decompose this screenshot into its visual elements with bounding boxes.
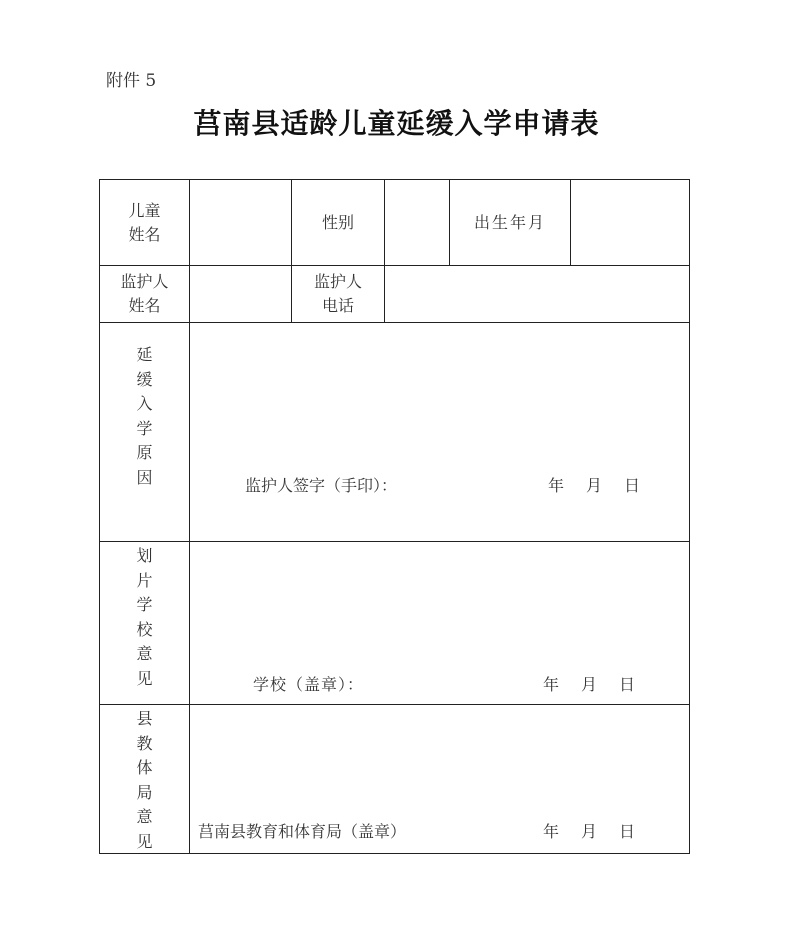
label-line: 儿童 [128,200,161,220]
guardian-phone-field[interactable] [384,265,690,323]
guardian-name-label [99,265,190,323]
month-label: 月 [581,822,598,841]
label-line: 姓名 [128,296,161,315]
gender-label: 性别 [291,179,385,266]
delay-reason-label [99,322,190,542]
label-char: 意 [136,807,153,826]
delay-reason-field[interactable] [189,322,690,542]
guardian-name-field[interactable] [189,265,292,323]
label-line: 电话 [321,296,354,315]
year-label: 年 [548,476,565,495]
day-label: 日 [624,476,641,495]
guardian-signature-date [548,473,640,496]
school-opinion-field[interactable] [189,541,690,705]
label-char: 因 [136,467,153,487]
guardian-signature-label: 监护人签字（手印）： [245,476,398,495]
label-char: 意 [136,644,153,663]
month-label: 月 [586,476,603,495]
bureau-seal-label: 莒南县教育和体育局（盖章） [198,822,407,841]
label-char: 县 [136,709,153,728]
label-char: 入 [136,394,153,413]
day-label: 日 [619,822,636,841]
child-name-label [99,179,190,266]
form-title: 莒南县适龄儿童延缓入学申请表 [193,107,600,140]
school-opinion-label [99,541,190,705]
school-seal-date [543,672,635,695]
label-line: 姓名 [128,224,161,244]
bureau-seal-date [543,819,635,842]
year-label: 年 [543,822,560,841]
label-char: 学 [136,418,153,438]
birth-date-field[interactable] [570,179,690,266]
bureau-opinion-field[interactable] [189,704,690,854]
label-char: 教 [136,733,153,753]
label-char: 缓 [136,369,153,389]
label-char: 划 [136,546,153,565]
label-char: 学 [136,595,153,614]
attachment-label: 附件 5 [106,71,157,91]
label-char: 延 [136,345,153,364]
application-form-table [99,179,690,854]
day-label: 日 [619,675,636,694]
label-line: 监护人 [313,272,362,291]
label-char: 片 [136,570,153,590]
label-line: 监护人 [120,272,169,291]
birth-date-label: 出生年月 [449,179,571,266]
school-seal-label: 学校（盖章）： [253,675,365,694]
label-char: 局 [136,782,153,802]
label-char: 体 [136,758,153,777]
bureau-opinion-label [99,704,190,854]
label-char: 原 [136,443,153,462]
guardian-phone-label [291,265,385,323]
gender-field[interactable] [384,179,450,266]
year-label: 年 [543,675,560,694]
label-char: 见 [136,668,153,688]
label-char: 校 [136,619,153,639]
month-label: 月 [581,675,598,694]
child-name-field[interactable] [189,179,292,266]
label-char: 见 [136,831,153,851]
